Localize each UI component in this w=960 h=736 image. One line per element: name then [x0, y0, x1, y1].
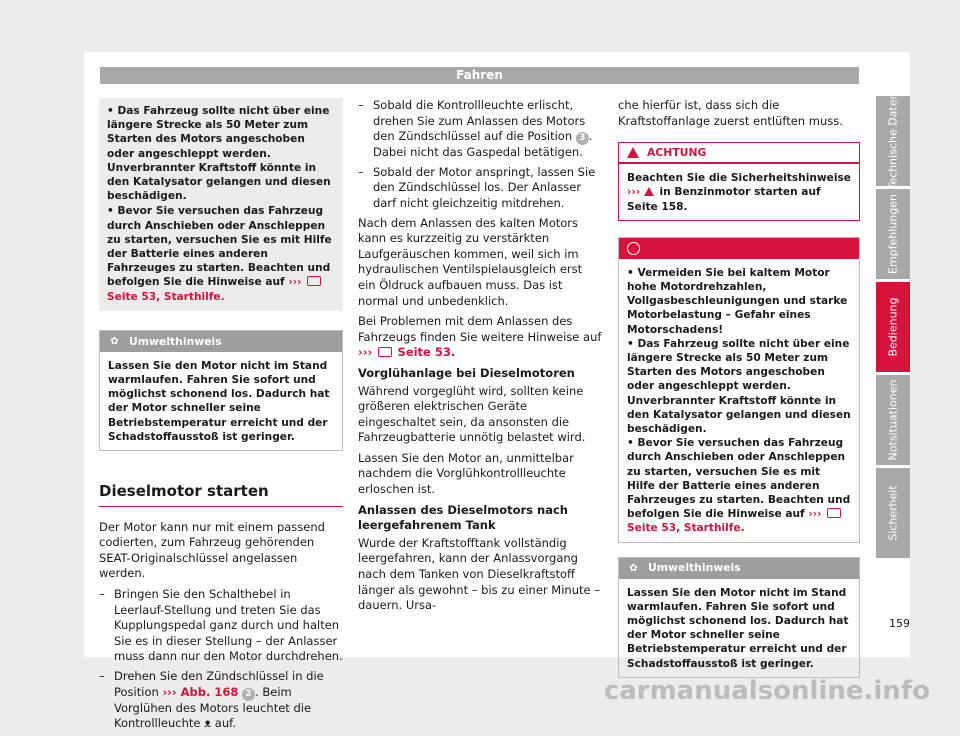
umwelt-box-1 [99, 330, 343, 451]
car-book-icon [827, 508, 841, 518]
column-1 [99, 98, 343, 736]
tab-bedienung[interactable]: Bedienung [876, 282, 910, 372]
paragraph-5: Wurde der Kraftstofftank vollständig leergefahren, kann der Anlassvorgang nach dem Tanken von Dieselkraftstoff länger als gewohnt – bis zu einer Minute – dauern. Ursa- [358, 535, 600, 613]
step-1: – Bringen Sie den Schalthebel in Leerlauf-Stellung und treten Sie das Kupplungspedal ganz durch und halten Sie es in dieser Stellung – der Anlasser muss dann nur den Motor durchdrehen. [99, 587, 343, 665]
achtung-text: Beachten Sie die Sicherheitshinweise ››› in Benzinmotor starten auf Seite 158. [627, 172, 851, 213]
tab-sicherheit[interactable]: Sicherheit [876, 468, 910, 558]
watermark: carmanualsonline.info [603, 676, 930, 706]
starthilfe-link[interactable]: Seite 53, Starthilfe. [107, 290, 225, 303]
chapter-tabs [876, 92, 910, 561]
warning-triangle-icon [627, 147, 639, 158]
paragraph-4: Lassen Sie den Motor an, unmittelbar nachdem die Vorglühkontrollleuchte erloschen ist. [358, 450, 574, 497]
notice-item-2: • Bevor Sie versuchen das Fahrzeug durch Anschieben oder Anschleppen zu starten, versuchen Sie es mit Hilfe der Batterie eines anderen Fahrzeuges zu starten. Beachten und befolgen Sie die Hinweise auf ››› Seite 53, Starthilfe. [107, 205, 332, 303]
notice-box [99, 98, 343, 311]
position-badge: 2 [242, 688, 255, 701]
paragraph-1: Nach dem Anlassen des kalten Motors kann es kurzzeitig zu verstärkten Laufgeräuschen kommen, weil sich im hydraulischen Ventilspielausgleich erst ein Öldruck aufbauen muss. Das ist normal und unbedenklich. [358, 215, 583, 308]
column-3 [618, 98, 860, 678]
umwelt-box-text: Lassen Sie den Motor nicht im Stand warmlaufen. Fahren Sie sofort und möglichst schonend los. Dadurch hat der Motor schneller seine Betriebstemperatur erreicht und der Schadstoffausstoß ist geringer. [627, 586, 849, 670]
step-3: – Sobald die Kontrollleuchte erlischt, drehen Sie zum Anlassen des Motors den Zündschlüssel auf die Position 3 . Dabei nicht das Gaspedal betätigen. [358, 98, 602, 161]
vorsicht-header: ! VORSICHT [619, 238, 859, 259]
starthilfe-link[interactable]: Seite 53, Starthilfe. [627, 522, 745, 535]
umwelt-box-2 [618, 557, 860, 678]
paragraph-3: Während vorgeglüht wird, sollten keine größeren elektrischen Geräte eingeschaltet sein, da ansonsten die Fahrzeugbatterie unnötig belastet wird. [358, 383, 586, 445]
achtung-box [618, 142, 860, 221]
tab-empfehlungen[interactable]: Empfehlungen [876, 189, 910, 279]
page-number: 159 [889, 617, 910, 630]
link-arrow[interactable]: ››› [358, 345, 373, 360]
tab-technische-daten[interactable]: Technische Daten [876, 96, 910, 186]
glow-plug-icon: ᴥ [204, 716, 212, 731]
vorsicht-item-1: • Vermeiden Sie bei kaltem Motor hohe Motordrehzahlen, Vollgasbeschleunigungen und starke Motorbelastung – Gefahr eines Motorschadens! [627, 266, 851, 337]
vorsicht-item-2: • Das Fahrzeug sollte nicht über eine längere Strecke als 50 Meter zum Starten des Motors angeschoben oder angeschleppt werden. Unverbrannter Kraftstoff könnte in den Katalysator gelangen und diesen beschädigen. [627, 337, 851, 436]
umwelt-box-header: ✿ Umwelthinweis [100, 331, 342, 352]
paragraph-2: Bei Problemen mit dem Anlassen des Fahrzeugs finden Sie weitere Hinweise auf ››› Seite 53. [358, 314, 602, 360]
abb-link[interactable]: ››› Abb. 168 [162, 684, 239, 699]
umwelt-box-header: ✿ Umwelthinweis [619, 558, 859, 579]
achtung-header: ACHTUNG [619, 143, 859, 164]
car-book-icon [307, 276, 321, 286]
leaf-icon: ✿ [629, 562, 638, 574]
section-title: Dieselmotor starten [99, 484, 343, 507]
step-2: – Drehen Sie den Zündschlüssel in die Position ››› Abb. 168 2 . Beim Vorglühen des Motors leuchtet die Kontrollleuchte ᴥ auf. [99, 669, 343, 732]
vorsicht-box [618, 237, 860, 543]
subheading-2: Anlassen des Dieselmotors nach leergefahrenem Tank [358, 502, 568, 533]
link-arrow[interactable]: ››› [808, 508, 822, 521]
column-2 [358, 98, 602, 619]
notice-item-1: • Das Fahrzeug sollte nicht über eine längere Strecke als 50 Meter zum Starten des Motors angeschoben oder angeschleppt werden. Unverbrannter Kraftstoff könnte in den Katalysator gelangen und diesen beschädigen. [107, 104, 335, 203]
position-badge: 3 [576, 132, 589, 145]
info-circle-icon: ! [627, 242, 640, 255]
vorsicht-text [619, 259, 859, 542]
link-arrow[interactable]: ››› [288, 276, 302, 289]
warning-triangle-icon [644, 187, 654, 196]
link-arrow[interactable]: ››› [627, 186, 641, 199]
umwelt-box-text: Lassen Sie den Motor nicht im Stand warmlaufen. Fahren Sie sofort und möglichst schonend los. Dadurch hat der Motor schneller seine Betriebstemperatur erreicht und der Schadstoffausstoß ist geringer. [108, 359, 330, 443]
intro-text: Der Motor kann nur mit einem passend codierten, zum Fahrzeug gehörenden SEAT-Originalschlüssel angelassen werden. [99, 519, 325, 581]
leaf-icon: ✿ [110, 335, 119, 347]
vorsicht-item-3: • Bevor Sie versuchen das Fahrzeug durch Anschieben oder Anschleppen zu starten, versuchen Sie es mit Hilfe der Batterie eines anderen Fahrzeuges zu starten. Beachten und befolgen Sie die Hinweise auf ››› Seite 53, Starthilfe. [627, 437, 851, 535]
paragraph-continued: che hierfür ist, dass sich die Kraftstoffanlage zuerst entlüften muss. [618, 98, 843, 128]
step-4: – Sobald der Motor anspringt, lassen Sie den Zündschlüssel los. Der Anlasser darf nicht gleichzeitig mitdrehen. [358, 165, 602, 212]
page-53-link[interactable]: Seite 53. [397, 345, 456, 360]
tab-notsituationen[interactable]: Notsituationen [876, 375, 910, 465]
page-header: Fahren [100, 67, 859, 84]
subheading-1: Vorglühanlage bei Dieselmotoren [358, 365, 575, 380]
car-book-icon [378, 347, 392, 357]
